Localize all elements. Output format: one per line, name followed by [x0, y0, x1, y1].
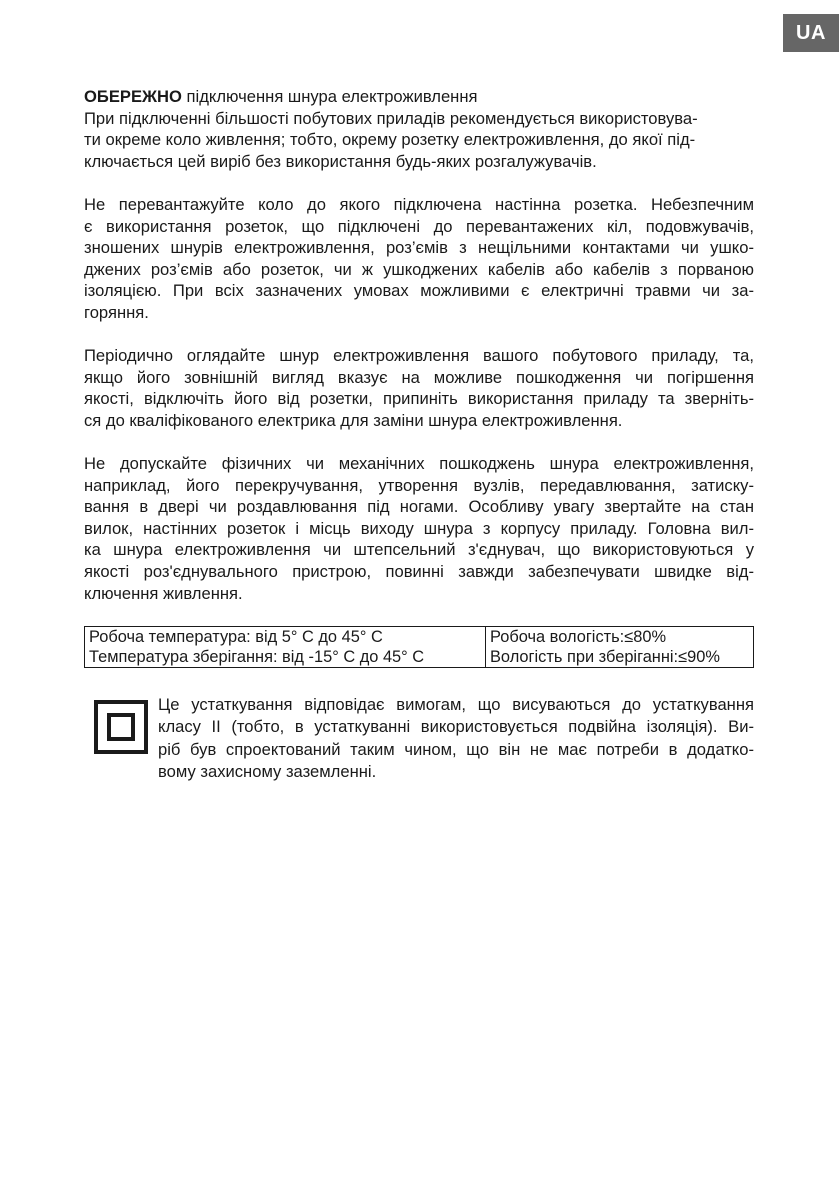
spec-table: [84, 626, 754, 668]
paragraph-line: ка шнура електроживлення чи штепсельний з'єднувач, що використовуються у: [84, 540, 754, 560]
paragraph-line: ріб був спроектований таким чином, що він не має потреби в додатко-: [158, 739, 754, 759]
paragraph-line: При підключенні більшості побутових приладів рекомендується використовува-: [84, 108, 698, 128]
paragraph-overload: [84, 194, 754, 324]
paragraph-line: вому захисному заземленні.: [158, 762, 377, 782]
paragraph-line: якості, відключіть його від розетки, припиніть використання приладу та зверніть-: [84, 389, 754, 409]
paragraph-line: горяння.: [84, 302, 149, 322]
paragraph-line: Не перевантажуйте коло до якого підключена настінна розетка. Небезпечним: [84, 194, 754, 214]
paragraph-line: якості роз'єднувального пристрою, повинні завжди забезпечувати швидке від-: [84, 562, 754, 582]
class-ii-notice: [84, 694, 754, 794]
paragraph-line: зношених шнурів електроживлення, роз’ємів з нещільними контактами чи ушко-: [84, 238, 754, 258]
paragraph-damage-prevention: [84, 453, 754, 604]
paragraph-heading-line: [84, 86, 754, 108]
paragraph-line: ключення живлення.: [84, 583, 243, 603]
paragraph-line: якщо його зовнішній вигляд вказує на можливе пошкодження чи погіршення: [84, 367, 754, 387]
paragraph-line: ключається цей виріб без використання будь-яких розгалужувачів.: [84, 151, 597, 171]
paragraph-line: є використання розеток, що підключені до перевантажених кіл, подовжувачів,: [84, 216, 754, 236]
paragraph-line: ти окреме коло живлення; тобто, окрему розетку електроживлення, до якої під-: [84, 130, 696, 150]
class-ii-text: [158, 694, 754, 784]
paragraph-line: джених роз’ємів або розеток, чи ж ушкоджених кабелів або кабелів з порваною: [84, 259, 754, 279]
paragraph-line: Це устаткування відповідає вимогам, що висуваються до устаткування: [158, 694, 754, 714]
double-insulation-icon: [94, 700, 148, 754]
paragraph-inspection: [84, 345, 754, 431]
table-cell: Температура зберігання: від -15° С до 45° С: [85, 647, 486, 668]
table-cell: Вологість при зберіганні:≤90%: [486, 647, 754, 668]
paragraph-line: ся до кваліфікованого електрика для заміни шнура електроживлення.: [84, 410, 623, 430]
paragraph-power-cord-caution: [84, 86, 754, 172]
table-cell: Робоча температура: від 5° С до 45° С: [85, 626, 486, 647]
paragraph-line: вилок, настінних розеток і місць виходу шнура з корпусу приладу. Головна вил-: [84, 518, 754, 538]
paragraph-line: Не допускайте фізичних чи механічних пошкоджень шнура електроживлення,: [84, 454, 754, 474]
language-tab: UA: [783, 14, 839, 52]
table-row: [85, 626, 754, 647]
paragraph-line: наприклад, його перекручування, утворення вузлів, передавлювання, затиску-: [84, 475, 754, 495]
caution-heading-rest: підключення шнура електроживлення: [181, 87, 478, 106]
page-content: [84, 86, 754, 794]
paragraph-line: класу II (тобто, в устаткуванні використовується подвійна ізоляція). Ви-: [158, 717, 754, 737]
paragraph-line: вання в двері чи роздавлювання під ногами. Особливу увагу звертайте на стан: [84, 497, 754, 517]
table-row: [85, 647, 754, 668]
paragraph-line: ізоляцією. При всіх зазначених умовах можливими є електричні травми чи за-: [84, 281, 754, 301]
paragraph-line: Періодично оглядайте шнур електроживлення вашого побутового приладу, та,: [84, 346, 754, 366]
table-cell: Робоча вологість:≤80%: [486, 626, 754, 647]
caution-heading: ОБЕРЕЖНО: [84, 87, 182, 106]
